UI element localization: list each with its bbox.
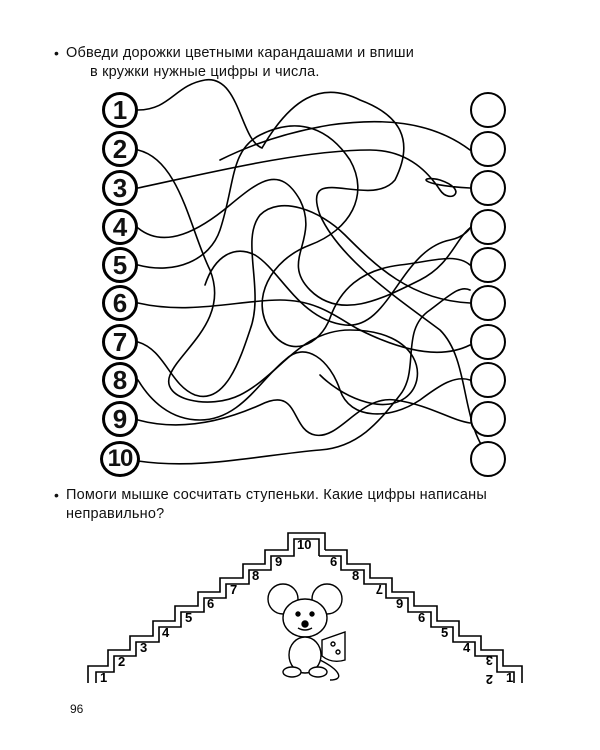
number-circle-2: 2 bbox=[102, 131, 138, 167]
number-circle-8: 8 bbox=[102, 362, 138, 398]
number-circle-1: 1 bbox=[102, 92, 138, 128]
mouse-illustration bbox=[268, 584, 345, 680]
left-step-8: 8 bbox=[252, 568, 260, 583]
left-step-4: 4 bbox=[162, 625, 170, 640]
page-number: 96 bbox=[70, 702, 84, 716]
cheese bbox=[322, 632, 345, 661]
number-circle-6: 6 bbox=[102, 285, 138, 321]
mouse-foot-left bbox=[283, 667, 301, 677]
bullet: • bbox=[54, 487, 60, 503]
answer-circle-4[interactable] bbox=[470, 209, 506, 245]
staircase bbox=[0, 520, 600, 700]
right-step-10: 1 bbox=[506, 670, 514, 685]
number-circle-3: 3 bbox=[102, 170, 138, 206]
answer-circle-9[interactable] bbox=[470, 401, 506, 437]
mouse-eye-right bbox=[310, 612, 314, 616]
answer-circle-3[interactable] bbox=[470, 170, 506, 206]
task-2-line-2: неправильно? bbox=[66, 506, 165, 522]
left-step-1: 1 bbox=[100, 670, 108, 685]
right-step-3: 7 bbox=[375, 582, 383, 597]
left-step-6: 6 bbox=[207, 596, 215, 611]
answer-circle-8[interactable] bbox=[470, 362, 506, 398]
task-2-instructions bbox=[54, 486, 536, 524]
task-2-line-1: Помоги мышке сосчитать ступеньки. Какие цифры написаны bbox=[66, 487, 487, 503]
right-step-1: 6 bbox=[330, 554, 338, 569]
right-step-6: 5 bbox=[441, 625, 449, 640]
top-step-10: 10 bbox=[297, 537, 312, 552]
left-step-5: 5 bbox=[185, 610, 193, 625]
right-stairs-inner bbox=[319, 556, 514, 683]
answer-circle-2[interactable] bbox=[470, 131, 506, 167]
right-step-5: 6 bbox=[418, 610, 426, 625]
number-circle-7: 7 bbox=[102, 324, 138, 360]
mouse-head bbox=[283, 599, 327, 637]
path-9 bbox=[138, 400, 470, 436]
right-step-4: 9 bbox=[396, 596, 404, 611]
task-1-line-1: Обведи дорожки цветными карандашами и впиши bbox=[66, 45, 415, 61]
task-1-line-2: в кружки нужные цифры и числа. bbox=[90, 64, 320, 80]
path-8 bbox=[138, 352, 470, 420]
left-step-3: 3 bbox=[140, 640, 148, 655]
right-step-9: 2 bbox=[485, 672, 493, 687]
path-1 bbox=[138, 80, 488, 455]
mouse-eye-left bbox=[296, 612, 300, 616]
mouse-nose bbox=[302, 621, 308, 627]
answer-circle-10[interactable] bbox=[470, 441, 506, 477]
number-circle-4: 4 bbox=[102, 209, 138, 245]
left-step-9: 9 bbox=[275, 554, 283, 569]
path-3 bbox=[138, 150, 470, 196]
bullet: • bbox=[54, 45, 60, 61]
mouse-foot-right bbox=[309, 667, 327, 677]
answer-circle-6[interactable] bbox=[470, 285, 506, 321]
right-step-7: 4 bbox=[463, 640, 471, 655]
left-step-7: 7 bbox=[230, 582, 238, 597]
answer-circle-7[interactable] bbox=[470, 324, 506, 360]
right-step-2: 8 bbox=[352, 568, 360, 583]
right-step-8: 3 bbox=[485, 653, 493, 668]
number-circle-5: 5 bbox=[102, 247, 138, 283]
left-step-2: 2 bbox=[118, 654, 126, 669]
number-circle-10: 10 bbox=[100, 441, 140, 477]
number-circle-9: 9 bbox=[102, 401, 138, 437]
path-4 bbox=[138, 179, 470, 305]
answer-circle-5[interactable] bbox=[470, 247, 506, 283]
answer-circle-1[interactable] bbox=[470, 92, 506, 128]
